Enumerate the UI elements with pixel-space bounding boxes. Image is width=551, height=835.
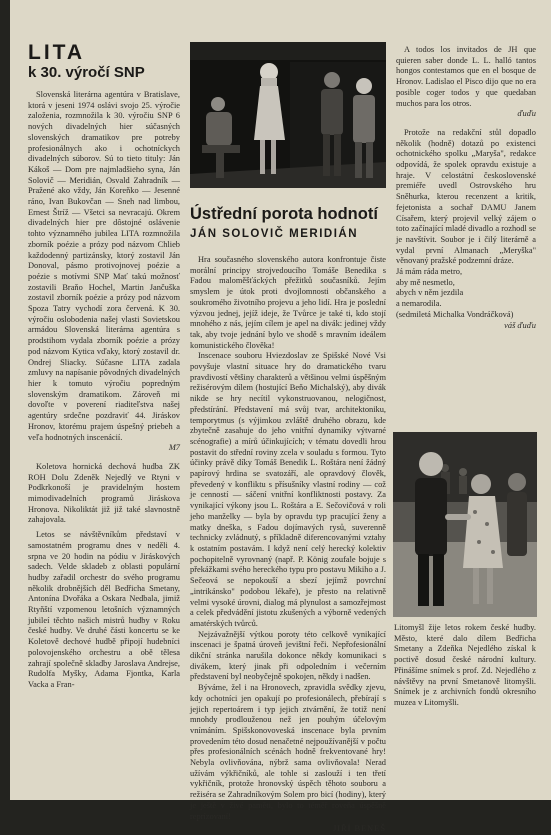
marysa-note: Protože na redakční stůl dopadlo několik (hodně) dotazů po existenci ochotnického spolku „Maryša", redakce odpovídá, že spolek opravdu existuje a hraje. V celostátní československé premiéře uvedl Ostrovského hru Sněhurka, kterou recenzent a kritik, fejetonista a sochař DAMU Janem Císařem, který projevil velký zájem o toto začínající mladé divadlo a rozhodl se je navštívit. Soubor je i čilý literárně a vydal první Almanach „Meryška" věnovaný pražské podzemní dráze. xyxy=(396,127,536,266)
poem-line: a nemarodila. xyxy=(396,299,442,309)
marysa-signature: váš ďuďu xyxy=(504,320,536,330)
review-paragraph: Nejzávažnější výtkou poroty této celkově vynikající inscenaci je špatná úroveň jevištní řeči. Nepřofesionální dikční stránka narušila dokonce někdy komunikaci s divákem, který jinak při odpoledním i večerním představení byl neobyčejně spokojen, někdy i nadšen. xyxy=(190,629,386,682)
lita-signature: M7 xyxy=(168,443,180,453)
lita-paragraph: Slovenská literárna agentúra v Bratislave, ktorá v jeseni 1974 oslávi svojo 25. výročie založenia, rozmnožila k 30. výročiu SNP 6 nových divadelných hier súčasných slovenských dramatikov pre potreby profesionálnych ako i ochotníckych divadelných súborov. Sú to tieto tituly: Ján Kákoš — Dom pre najmladšieho syna, Ján Solovič — Meridián, Osvald Zahradník — Pražené ako vždy, Ján Koreňko — Jesenné ráno, Ivan Bukovčan — Sneh nad limbou, Ernest Štríž — Všetci sa nevracajú. Okrem divadelných hier pre dôstojné oslávenie tohto významného jubilea LITA rozmnožila zborník poézie a prózy pod názvom Chlieb každodenný partizánsky, ktorý zostavil Ján Donoval, pásmo protivojnovej poézie a poézie s motívmi SNP Mať takú možnosť zostavili Braňo Hochel, Martin Jančuška zostavil zborník poézie a prózy pod názvom Spoza Tatry vychodí zora červená. K 30. výročiu oslobodenia našej vlasti Sovietskou armádou Slovenská literárna agentúra s prodstihom vydala zborník poézie a prózy pod názvom Kytica vďaky, ktorý zostavil dr. Ondrej Sliacky. Súčasne LITA zadala zmluvy na napísanie pôvodných divadelných hier k tomuto výročiu popredným slovenským dramatikom. Zároveň mi dovoľte v poverení riaditeľstva našej agentúry srdečne pozdraviť 44. Jiráskov Hronov, ktorému prajem úspešný priebeh a veľa hodnotných inscenácií. xyxy=(28,90,180,442)
review-signature: JIŘÍ BENEŠ xyxy=(332,824,386,834)
review-article xyxy=(190,198,386,834)
poem-line: abych v něm jezdila xyxy=(396,288,464,298)
lita-subtitle: k 30. výročí SNP xyxy=(28,64,145,81)
litomysl-photo xyxy=(393,432,537,617)
right-top-column xyxy=(396,45,536,395)
lita-column xyxy=(28,42,180,784)
spanish-note-signature: ďuďu xyxy=(517,109,536,119)
photo-caption: Litomyšl žije letos rokem české hudby. Město, které dalo dílem Bedřicha Smetany a Zdeňka Nejedlého získal k poctivě dosud české národní kultury. Přinášíme snímek s prof. Zd. Nejedlého z návštěvy na první Smetanově litomyšli. Snímek je z archivních fondů okresního muzea v Litomyšli. xyxy=(394,623,536,707)
poem-line: Já mám ráda metro, xyxy=(396,267,463,277)
review-paragraph: Býváme, žel i na Hronovech, zpravidla svědky zjevu, kdy ochotníci jen opakují po profesionálech, přebírají s jejich repertoárem i typ jejich ztvárnění, že totiž není mnohdy prodlouženou než jen pouhým účelovým vnímáním. Spišskonovoveská inscenace byla prvním provedením této dosud nenačetné nejpoužívanější v počtu přes profesionálních scénách hodně frekventované hry! Nebyla ovlivňována, nýbrž sama ovlivňovala! Nerad užívám výkřičníků, ale tohle si zaslouží i ten třetí vykřičník, protože hronovský úspěch těhoto souboru a režiséra se Zahradníkovým Solem pro bicí (hodiny), který je ještě v živé paměti, bylo to téměř roveňa úspěšně reprízovaní! xyxy=(190,683,386,821)
photo-caption-box xyxy=(394,623,536,783)
spanish-note: A todos los invitados de JH que quieren saber donde L. L. halló tantos hongos contestamos que en el bosque de Hronov. Ladislao el Pisco dijo que no era posible coger todos y que quedaban muchos para los otros. xyxy=(396,45,536,108)
page xyxy=(10,0,551,834)
lita-title: LITA xyxy=(28,41,86,64)
poem-line: aby mě nesmetlo, xyxy=(396,277,455,287)
poem-credit: (sedmiletá Michalka Vondráčková) xyxy=(396,309,514,319)
dechovka-paragraph: Koletova hornická dechová hudba ZK ROH Dolu Zdeněk Nejedlý ve Rtyni v Podkrkonoší je pravidelným hostem mimodivadelních programů Jiráskova Hronova. Nikoliktát již již také slavnostně zahajovala. xyxy=(28,461,180,525)
dechovka-paragraph: Letos se návštěvníkům představí v samostatném programu dnes v neděli 4. srpna ve 20 hodin na pódiu v Jiráskových sadech. Velde skladeb z oblasti populární hudby zařadil orchestr do svého programu několik drobnějších děl Bedřicha Smetany, Antonína Dvořáka a Oskara Nedbala, jimiž Rtyňští vzpomenou letošních významných jubileí těchto našich mistrů hudby v Roku české hudby. Ve druhé části koncertu se ke Koletově dechové hudbě připojí hudebníci polovojenského orchestru a obě tělesa zahrají společně skladby Jaroslava Andrejse, Rudolfa Myšky, Adama Fjontka, Karla Vacka a Fran- xyxy=(28,530,180,689)
stage-photo xyxy=(190,42,386,188)
review-subheading: JÁN SOLOVIČ MERIDIÁN xyxy=(190,228,359,240)
review-heading: Ústřední porota hodnotí xyxy=(190,205,378,223)
review-paragraph: Hra současného slovenského autora konfrontuje čiste morální principy strojvedoucího Tomáše Benedika s Fadou maloměšťáckých přežitků současníků. Jejím smyslem je útok proti dvojlomnosti občanského a soukromého životního projevu a jeho lidí. Hra je poslední výzvou jednej, jejíž ideje, že Tvůrce je také ti, kdo stojí mnohého z nás, jejím cílem je apel na divák: jedinej vždy tak, aby tvoje jednání bylo ve shodě s mravním ideálem komunistického člověka! xyxy=(190,255,386,350)
review-paragraph: Inscenace souboru Hviezdoslav ze Spišské Nové Vsi povyšuje vlastní situace hry do dramatického tvaru pravdivostí většiny charakterů a většinou velmi úspěšným režisérovým dílem (hostující Beňo Michalský), aby divák nikde se hry necítil vykonstruovanou, nelogičnost, předstírání. Představení má svůj tvar, architektoniku, temporytmus (s výjimkou zvláště druhého obrazu, kde zbytečně zasahuje do jeho vnitřní dynamiky výtvarné scénografie) a mírů účinkujících; v tématu dovedli hrou postavit do střední roviny zcela v souladu s formou. Tyto účinky právě díky Tomáš Benedik L. Roštára není žádný papírový hrdina se svatozáří, ale opravdový člověk, převedený v konfliktu s přísušníky vlastní rodiny — což je cenností — sáčení vnitřní konfliktnosti postavy. Za vynikající výkony jsou L. Roštára a E. Sečovičová v roli jeho manželky — byla by opravdu typ pracující ženy a matky dneška, s Fadou dojímavých rysů, suverenně technicky zvládnutý, s příkladně diferencovanými vztahy k ostatním postavám. I když není celý herecký kolektiv pochopitelně vyrovnaný (např. P. König zoufale bojuje s překážkami svého hereckého typu pro postavu Mikiho a J. Sečeová se nepokouší a sbezí jejímž povrchní „intrikánsko" podobou lékaře), je přesto na relativně velmi vysoké úrovni, dialog má plynulost a samozřejmost a celek předvádění jistotu zkušených a výborně vedených amatérských tvůrců. xyxy=(190,351,386,628)
